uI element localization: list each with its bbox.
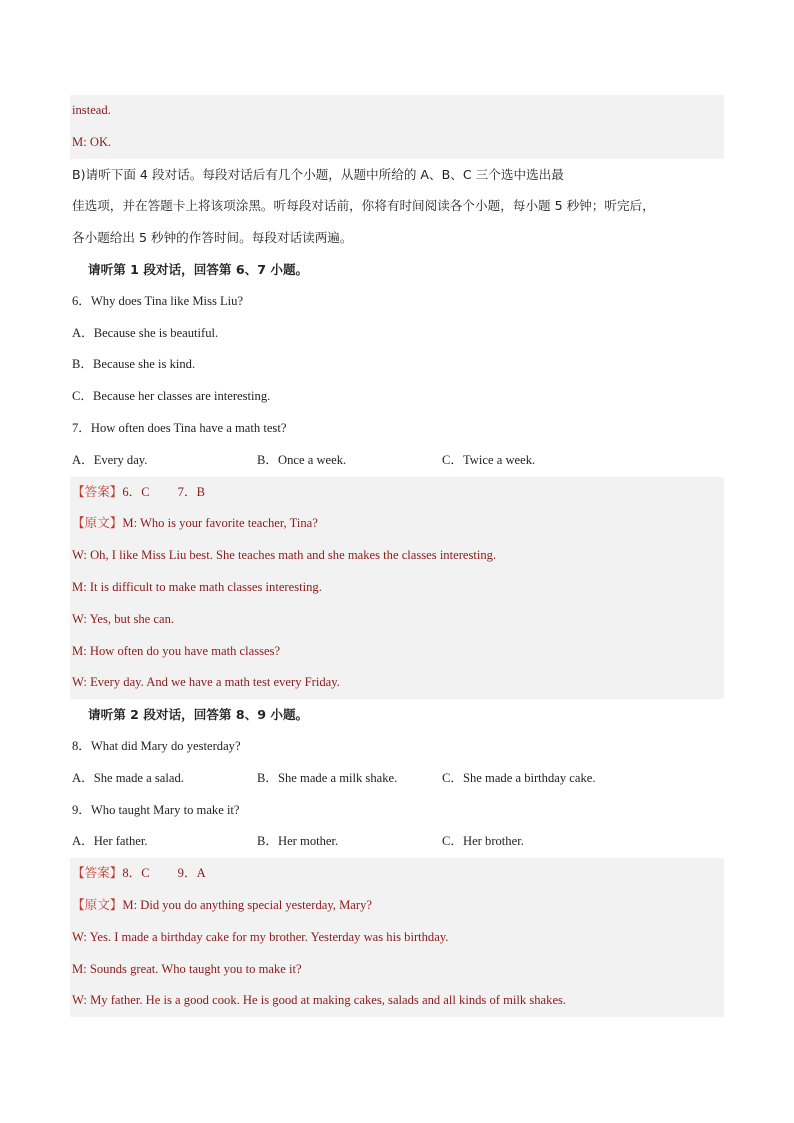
- dialogue-2-heading: 请听第 2 段对话，回答第 8、9 小题。: [88, 707, 309, 723]
- transcript-line: M: It is difficult to make math classes interesting.: [70, 572, 724, 604]
- section-b-instruction: B)请听下面 4 段对话。每段对话后有几个小题，从题中所给的 A、B、C 三个选中选出最: [72, 166, 564, 182]
- transcript-label: 【原文】: [72, 897, 123, 912]
- question-7-option-c: C．Twice a week.: [442, 452, 536, 467]
- answer-8: 8．C: [122, 866, 150, 881]
- transcript-line: W: Oh, I like Miss Liu best. She teaches math and she makes the classes interesting.: [70, 540, 724, 572]
- transcript-line: W: Yes. I made a birthday cake for my brother. Yesterday was his birthday.: [70, 922, 724, 954]
- question-7-options: [70, 445, 724, 477]
- question-9: 9．Who taught Mary to make it?: [72, 802, 240, 817]
- transcript-text: M: Who is your favorite teacher, Tina?: [122, 516, 318, 531]
- transcript-line: [70, 890, 724, 922]
- question-8-options: [70, 763, 724, 795]
- answer-label: 【答案】: [72, 484, 123, 499]
- answer-line-1: [70, 477, 724, 509]
- question-9-option-c: C．Her brother.: [442, 834, 524, 849]
- answer-6: 6．C: [122, 484, 150, 499]
- question-8-option-c: C．She made a birthday cake.: [442, 770, 596, 785]
- transcript-text: M: Did you do anything special yesterday, Mary?: [122, 897, 372, 912]
- question-9-options: [70, 826, 724, 858]
- question-8-option-a: A．She made a salad.: [72, 770, 184, 785]
- question-6-option-b: B．Because she is kind.: [72, 357, 196, 372]
- transcript-line: M: Sounds great. Who taught you to make it?: [70, 954, 724, 986]
- question-9-option-a: A．Her father.: [72, 834, 148, 849]
- dialogue-1-heading: 请听第 1 段对话，回答第 6、7 小题。: [88, 261, 309, 277]
- answer-line-2: [70, 858, 724, 890]
- transcript-line: W: Every day. And we have a math test every Friday.: [70, 667, 724, 699]
- question-6: 6．Why does Tina like Miss Liu?: [72, 293, 244, 308]
- transcript-line: [70, 508, 724, 540]
- question-8-option-b: B．She made a milk shake.: [257, 770, 398, 785]
- section-b-instruction: 佳选项，并在答题卡上将该项涂黑。听每段对话前，你将有时间阅读各个小题，每小题 5 秒钟；听完后，: [72, 198, 655, 214]
- question-7-option-a: A．Every day.: [72, 452, 148, 467]
- prev-dialogue-line: M: OK.: [70, 127, 724, 159]
- transcript-line: W: My father. He is a good cook. He is good at making cakes, salads and all kinds of milk shakes.: [70, 985, 724, 1017]
- prev-dialogue-line: instead.: [70, 95, 724, 127]
- question-8: 8．What did Mary do yesterday?: [72, 738, 241, 753]
- section-b-instruction: 各小题给出 5 秒钟的作答时间。每段对话读两遍。: [72, 230, 353, 246]
- question-7: 7．How often does Tina have a math test?: [72, 420, 287, 435]
- answer-label: 【答案】: [72, 866, 123, 881]
- question-7-option-b: B．Once a week.: [257, 452, 347, 467]
- transcript-label: 【原文】: [72, 516, 123, 531]
- answer-7: 7．B: [177, 484, 205, 499]
- question-6-option-c: C．Because her classes are interesting.: [72, 389, 271, 404]
- transcript-line: W: Yes, but she can.: [70, 604, 724, 636]
- answer-9: 9．A: [177, 866, 206, 881]
- question-6-option-a: A．Because she is beautiful.: [72, 325, 219, 340]
- transcript-line: M: How often do you have math classes?: [70, 636, 724, 668]
- question-9-option-b: B．Her mother.: [257, 834, 339, 849]
- exam-page: [70, 95, 724, 1017]
